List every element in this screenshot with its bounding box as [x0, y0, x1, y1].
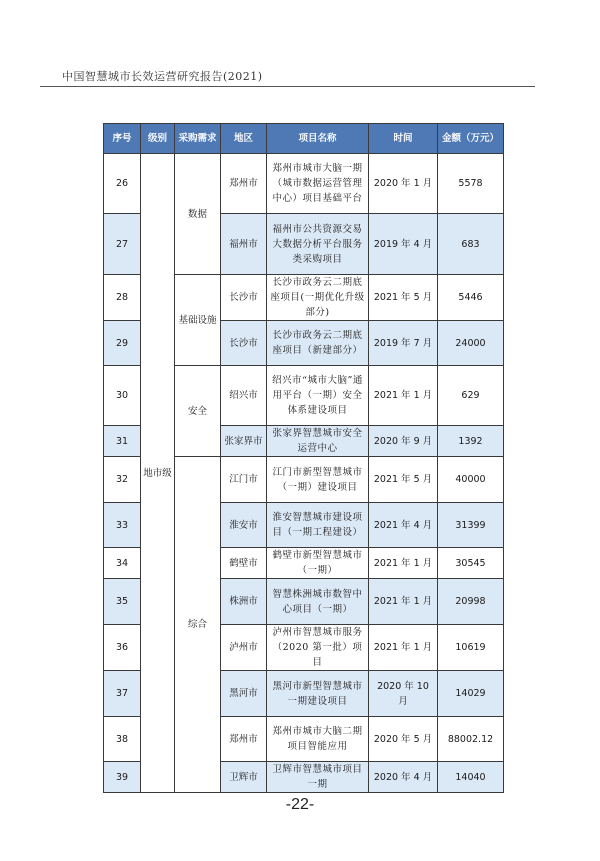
time-cell: 2021 年 4 月	[369, 503, 438, 548]
row-number: 36	[104, 625, 141, 671]
amount-cell: 20998	[438, 579, 504, 625]
project-cell: 郑州市城市大脑一期（城市数据运营管理中心）项目基础平台	[267, 154, 369, 214]
project-cell: 黑河市新型智慧城市一期建设项目	[267, 671, 369, 717]
region-cell: 淮安市	[221, 503, 267, 548]
table-header-row	[104, 124, 504, 154]
project-cell: 淮安智慧城市建设项目（一期工程建设）	[267, 503, 369, 548]
col-header-amount: 金额（万元）	[438, 124, 504, 154]
time-cell: 2021 年 5 月	[369, 457, 438, 503]
amount-cell: 14040	[438, 762, 504, 793]
amount-cell: 10619	[438, 625, 504, 671]
amount-cell: 31399	[438, 503, 504, 548]
region-cell: 长沙市	[221, 275, 267, 321]
amount-cell: 683	[438, 214, 504, 275]
level-cell: 地市级	[141, 154, 175, 793]
time-cell: 2021 年 1 月	[369, 548, 438, 579]
demand-cell-general: 综合	[175, 457, 221, 793]
col-header-time: 时间	[369, 124, 438, 154]
amount-cell: 14029	[438, 671, 504, 717]
project-cell: 长沙市政务云二期底座项目（新建部分）	[267, 321, 369, 366]
project-cell: 泸州市智慧城市服务（2020 第一批）项目	[267, 625, 369, 671]
region-cell: 郑州市	[221, 717, 267, 762]
project-cell: 福州市公共资源交易大数据分析平台服务类采购项目	[267, 214, 369, 275]
row-number: 27	[104, 214, 141, 275]
time-cell: 2021 年 1 月	[369, 625, 438, 671]
time-cell: 2021 年 5 月	[369, 275, 438, 321]
project-cell: 长沙市政务云二期底座项目(一期优化升级部分)	[267, 275, 369, 321]
row-number: 39	[104, 762, 141, 793]
col-header-no: 序号	[104, 124, 141, 154]
project-cell: 智慧株洲城市数智中心项目（一期）	[267, 579, 369, 625]
row-number: 38	[104, 717, 141, 762]
time-cell: 2020 年 10 月	[369, 671, 438, 717]
procurement-table	[103, 123, 504, 793]
time-cell: 2019 年 7 月	[369, 321, 438, 366]
project-cell: 张家界智慧城市安全运营中心	[267, 426, 369, 457]
amount-cell: 5578	[438, 154, 504, 214]
col-header-project: 项目名称	[267, 124, 369, 154]
row-number: 33	[104, 503, 141, 548]
region-cell: 鹤壁市	[221, 548, 267, 579]
region-cell: 张家界市	[221, 426, 267, 457]
time-cell: 2020 年 1 月	[369, 154, 438, 214]
project-cell: 江门市新型智慧城市（一期）建设项目	[267, 457, 369, 503]
region-cell: 福州市	[221, 214, 267, 275]
page-number: -22-	[285, 796, 315, 813]
col-header-region: 地区	[221, 124, 267, 154]
row-number: 28	[104, 275, 141, 321]
row-number: 35	[104, 579, 141, 625]
amount-cell: 24000	[438, 321, 504, 366]
region-cell: 黑河市	[221, 671, 267, 717]
row-number: 34	[104, 548, 141, 579]
project-cell: 鹤壁市新型智慧城市（一期）	[267, 548, 369, 579]
region-cell: 绍兴市	[221, 366, 267, 426]
header-rule	[40, 86, 535, 87]
row-number: 31	[104, 426, 141, 457]
demand-cell-infra: 基础设施	[175, 275, 221, 366]
time-cell: 2019 年 4 月	[369, 214, 438, 275]
time-cell: 2020 年 5 月	[369, 717, 438, 762]
demand-cell-security: 安全	[175, 366, 221, 457]
amount-cell: 629	[438, 366, 504, 426]
row-number: 37	[104, 671, 141, 717]
region-cell: 卫辉市	[221, 762, 267, 793]
region-cell: 长沙市	[221, 321, 267, 366]
row-number: 29	[104, 321, 141, 366]
region-cell: 江门市	[221, 457, 267, 503]
time-cell: 2020 年 9 月	[369, 426, 438, 457]
region-cell: 郑州市	[221, 154, 267, 214]
amount-cell: 1392	[438, 426, 504, 457]
project-cell: 卫辉市智慧城市项目一期	[267, 762, 369, 793]
table-row	[104, 154, 504, 214]
project-cell: 绍兴市“城市大脑”通用平台（一期）安全体系建设项目	[267, 366, 369, 426]
amount-cell: 88002.12	[438, 717, 504, 762]
time-cell: 2020 年 4 月	[369, 762, 438, 793]
col-header-demand: 采购需求	[175, 124, 221, 154]
running-header: 中国智慧城市长效运营研究报告(2021)	[62, 70, 263, 83]
amount-cell: 5446	[438, 275, 504, 321]
demand-cell-data: 数据	[175, 154, 221, 275]
time-cell: 2021 年 1 月	[369, 579, 438, 625]
row-number: 30	[104, 366, 141, 426]
project-cell: 郑州市城市大脑二期项目智能应用	[267, 717, 369, 762]
amount-cell: 30545	[438, 548, 504, 579]
col-header-level: 级别	[141, 124, 175, 154]
amount-cell: 40000	[438, 457, 504, 503]
row-number: 32	[104, 457, 141, 503]
region-cell: 株洲市	[221, 579, 267, 625]
row-number: 26	[104, 154, 141, 214]
time-cell: 2021 年 1 月	[369, 366, 438, 426]
region-cell: 泸州市	[221, 625, 267, 671]
